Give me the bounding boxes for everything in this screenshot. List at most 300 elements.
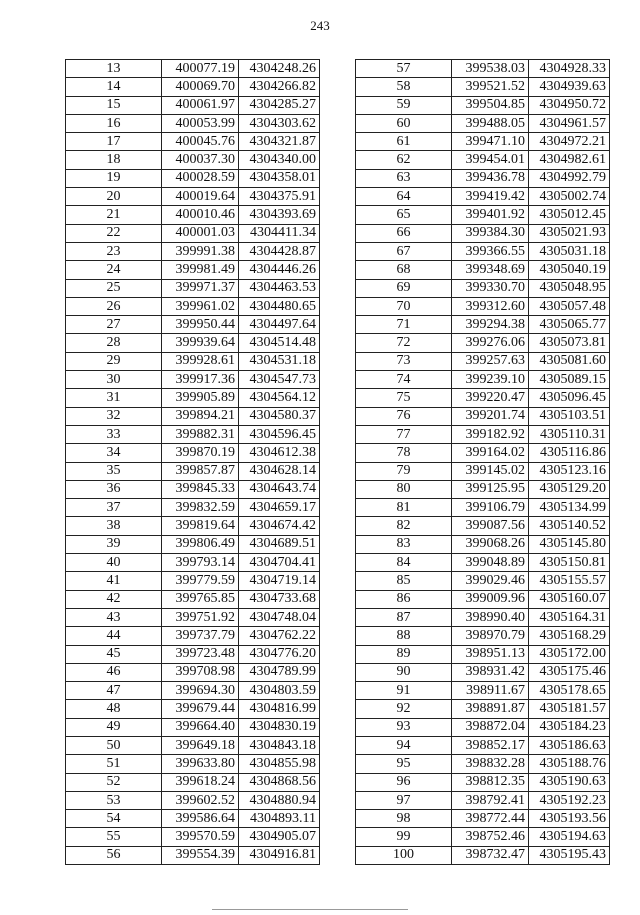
x-coordinate-cell: 399419.42 <box>452 188 529 206</box>
point-number-cell: 16 <box>66 114 162 132</box>
table-row <box>356 810 610 828</box>
x-coordinate-cell: 399679.44 <box>162 700 239 718</box>
y-coordinate-cell: 4305155.57 <box>529 572 610 590</box>
table-row <box>66 700 320 718</box>
y-coordinate-cell: 4305193.56 <box>529 810 610 828</box>
table-row <box>66 773 320 791</box>
x-coordinate-cell: 400028.59 <box>162 169 239 187</box>
table-row <box>356 224 610 242</box>
point-number-cell: 87 <box>356 608 452 626</box>
table-row <box>66 590 320 608</box>
point-number-cell: 45 <box>66 645 162 663</box>
x-coordinate-cell: 399009.96 <box>452 590 529 608</box>
y-coordinate-cell: 4304596.45 <box>239 425 320 443</box>
y-coordinate-cell: 4305150.81 <box>529 554 610 572</box>
y-coordinate-cell: 4304285.27 <box>239 96 320 114</box>
point-number-cell: 69 <box>356 279 452 297</box>
x-coordinate-cell: 399454.01 <box>452 151 529 169</box>
table-row <box>356 462 610 480</box>
point-number-cell: 88 <box>356 627 452 645</box>
table-row <box>356 627 610 645</box>
x-coordinate-cell: 399504.85 <box>452 96 529 114</box>
point-number-cell: 61 <box>356 133 452 151</box>
point-number-cell: 74 <box>356 371 452 389</box>
point-number-cell: 29 <box>66 352 162 370</box>
table-row <box>66 242 320 260</box>
x-coordinate-cell: 398832.28 <box>452 755 529 773</box>
y-coordinate-cell: 4305048.95 <box>529 279 610 297</box>
point-number-cell: 54 <box>66 810 162 828</box>
y-coordinate-cell: 4305186.63 <box>529 736 610 754</box>
point-number-cell: 93 <box>356 718 452 736</box>
point-number-cell: 17 <box>66 133 162 151</box>
y-coordinate-cell: 4304816.99 <box>239 700 320 718</box>
y-coordinate-cell: 4304719.14 <box>239 572 320 590</box>
table-row <box>66 554 320 572</box>
y-coordinate-cell: 4304266.82 <box>239 78 320 96</box>
table-row <box>66 444 320 462</box>
table-row <box>356 188 610 206</box>
y-coordinate-cell: 4305129.20 <box>529 480 610 498</box>
table-row <box>66 572 320 590</box>
point-number-cell: 53 <box>66 791 162 809</box>
table-row <box>66 389 320 407</box>
x-coordinate-cell: 398732.47 <box>452 846 529 864</box>
table-row <box>66 279 320 297</box>
point-number-cell: 38 <box>66 517 162 535</box>
point-number-cell: 21 <box>66 206 162 224</box>
x-coordinate-cell: 400045.76 <box>162 133 239 151</box>
point-number-cell: 78 <box>356 444 452 462</box>
point-number-cell: 25 <box>66 279 162 297</box>
y-coordinate-cell: 4304303.62 <box>239 114 320 132</box>
x-coordinate-cell: 399570.59 <box>162 828 239 846</box>
y-coordinate-cell: 4305040.19 <box>529 261 610 279</box>
table-row <box>356 663 610 681</box>
table-row <box>66 718 320 736</box>
y-coordinate-cell: 4304428.87 <box>239 242 320 260</box>
x-coordinate-cell: 399145.02 <box>452 462 529 480</box>
table-row <box>66 810 320 828</box>
x-coordinate-cell: 399436.78 <box>452 169 529 187</box>
y-coordinate-cell: 4305123.16 <box>529 462 610 480</box>
y-coordinate-cell: 4305073.81 <box>529 334 610 352</box>
y-coordinate-cell: 4304748.04 <box>239 608 320 626</box>
y-coordinate-cell: 4304612.38 <box>239 444 320 462</box>
point-number-cell: 58 <box>356 78 452 96</box>
table-row <box>356 206 610 224</box>
y-coordinate-cell: 4304961.57 <box>529 114 610 132</box>
table-row <box>66 517 320 535</box>
table-row <box>356 773 610 791</box>
x-coordinate-cell: 399894.21 <box>162 407 239 425</box>
table-row <box>356 389 610 407</box>
table-row <box>66 334 320 352</box>
point-number-cell: 26 <box>66 297 162 315</box>
table-row <box>66 828 320 846</box>
point-number-cell: 77 <box>356 425 452 443</box>
point-number-cell: 35 <box>66 462 162 480</box>
table-row <box>66 755 320 773</box>
x-coordinate-cell: 398951.13 <box>452 645 529 663</box>
point-number-cell: 92 <box>356 700 452 718</box>
y-coordinate-cell: 4304803.59 <box>239 682 320 700</box>
point-number-cell: 62 <box>356 151 452 169</box>
point-number-cell: 49 <box>66 718 162 736</box>
x-coordinate-cell: 399521.52 <box>452 78 529 96</box>
point-number-cell: 23 <box>66 242 162 260</box>
table-row <box>66 682 320 700</box>
point-number-cell: 40 <box>66 554 162 572</box>
x-coordinate-cell: 399602.52 <box>162 791 239 809</box>
table-row <box>356 169 610 187</box>
x-coordinate-cell: 399870.19 <box>162 444 239 462</box>
point-number-cell: 98 <box>356 810 452 828</box>
point-number-cell: 24 <box>66 261 162 279</box>
y-coordinate-cell: 4304674.42 <box>239 517 320 535</box>
point-number-cell: 13 <box>66 60 162 78</box>
y-coordinate-cell: 4305065.77 <box>529 316 610 334</box>
point-number-cell: 19 <box>66 169 162 187</box>
point-number-cell: 42 <box>66 590 162 608</box>
y-coordinate-cell: 4304393.69 <box>239 206 320 224</box>
point-number-cell: 50 <box>66 736 162 754</box>
y-coordinate-cell: 4305178.65 <box>529 682 610 700</box>
point-number-cell: 91 <box>356 682 452 700</box>
table-row <box>66 352 320 370</box>
point-number-cell: 85 <box>356 572 452 590</box>
point-number-cell: 36 <box>66 480 162 498</box>
table-row <box>66 114 320 132</box>
table-row <box>66 316 320 334</box>
table-row <box>356 352 610 370</box>
point-number-cell: 31 <box>66 389 162 407</box>
table-row <box>66 480 320 498</box>
coordinate-table-left-body <box>66 60 320 865</box>
point-number-cell: 34 <box>66 444 162 462</box>
y-coordinate-cell: 4305172.00 <box>529 645 610 663</box>
table-row <box>66 224 320 242</box>
point-number-cell: 80 <box>356 480 452 498</box>
point-number-cell: 86 <box>356 590 452 608</box>
table-row <box>356 791 610 809</box>
point-number-cell: 63 <box>356 169 452 187</box>
table-row <box>66 151 320 169</box>
table-row <box>66 663 320 681</box>
x-coordinate-cell: 399971.37 <box>162 279 239 297</box>
x-coordinate-cell: 399845.33 <box>162 480 239 498</box>
point-number-cell: 56 <box>66 846 162 864</box>
footer-divider <box>212 909 408 910</box>
point-number-cell: 30 <box>66 371 162 389</box>
y-coordinate-cell: 4304463.53 <box>239 279 320 297</box>
x-coordinate-cell: 399257.63 <box>452 352 529 370</box>
y-coordinate-cell: 4305081.60 <box>529 352 610 370</box>
y-coordinate-cell: 4305188.76 <box>529 755 610 773</box>
y-coordinate-cell: 4305031.18 <box>529 242 610 260</box>
table-row <box>66 60 320 78</box>
x-coordinate-cell: 399201.74 <box>452 407 529 425</box>
table-row <box>66 627 320 645</box>
x-coordinate-cell: 399664.40 <box>162 718 239 736</box>
point-number-cell: 33 <box>66 425 162 443</box>
table-row <box>356 499 610 517</box>
x-coordinate-cell: 399917.36 <box>162 371 239 389</box>
table-row <box>356 846 610 864</box>
x-coordinate-cell: 399220.47 <box>452 389 529 407</box>
x-coordinate-cell: 399819.64 <box>162 517 239 535</box>
y-coordinate-cell: 4305110.31 <box>529 425 610 443</box>
point-number-cell: 84 <box>356 554 452 572</box>
y-coordinate-cell: 4304880.94 <box>239 791 320 809</box>
point-number-cell: 48 <box>66 700 162 718</box>
y-coordinate-cell: 4305116.86 <box>529 444 610 462</box>
table-row <box>356 60 610 78</box>
point-number-cell: 37 <box>66 499 162 517</box>
point-number-cell: 44 <box>66 627 162 645</box>
x-coordinate-cell: 399029.46 <box>452 572 529 590</box>
point-number-cell: 32 <box>66 407 162 425</box>
x-coordinate-cell: 399068.26 <box>452 535 529 553</box>
table-row <box>356 133 610 151</box>
y-coordinate-cell: 4305145.80 <box>529 535 610 553</box>
y-coordinate-cell: 4305140.52 <box>529 517 610 535</box>
x-coordinate-cell: 398752.46 <box>452 828 529 846</box>
table-row <box>66 462 320 480</box>
x-coordinate-cell: 399586.64 <box>162 810 239 828</box>
coordinate-table-right-body <box>356 60 610 865</box>
y-coordinate-cell: 4304358.01 <box>239 169 320 187</box>
point-number-cell: 81 <box>356 499 452 517</box>
point-number-cell: 52 <box>66 773 162 791</box>
x-coordinate-cell: 399950.44 <box>162 316 239 334</box>
y-coordinate-cell: 4304982.61 <box>529 151 610 169</box>
table-row <box>66 371 320 389</box>
x-coordinate-cell: 399905.89 <box>162 389 239 407</box>
point-number-cell: 60 <box>356 114 452 132</box>
y-coordinate-cell: 4304893.11 <box>239 810 320 828</box>
point-number-cell: 39 <box>66 535 162 553</box>
x-coordinate-cell: 399182.92 <box>452 425 529 443</box>
y-coordinate-cell: 4304762.22 <box>239 627 320 645</box>
point-number-cell: 51 <box>66 755 162 773</box>
y-coordinate-cell: 4304868.56 <box>239 773 320 791</box>
point-number-cell: 82 <box>356 517 452 535</box>
y-coordinate-cell: 4304321.87 <box>239 133 320 151</box>
x-coordinate-cell: 398990.40 <box>452 608 529 626</box>
y-coordinate-cell: 4305175.46 <box>529 663 610 681</box>
x-coordinate-cell: 399708.98 <box>162 663 239 681</box>
y-coordinate-cell: 4305021.93 <box>529 224 610 242</box>
table-row <box>356 828 610 846</box>
point-number-cell: 22 <box>66 224 162 242</box>
x-coordinate-cell: 399538.03 <box>452 60 529 78</box>
y-coordinate-cell: 4304905.07 <box>239 828 320 846</box>
y-coordinate-cell: 4304972.21 <box>529 133 610 151</box>
y-coordinate-cell: 4304733.68 <box>239 590 320 608</box>
table-row <box>66 846 320 864</box>
x-coordinate-cell: 399330.70 <box>452 279 529 297</box>
point-number-cell: 64 <box>356 188 452 206</box>
x-coordinate-cell: 399384.30 <box>452 224 529 242</box>
point-number-cell: 96 <box>356 773 452 791</box>
coordinate-table-right <box>355 59 610 865</box>
x-coordinate-cell: 399939.64 <box>162 334 239 352</box>
x-coordinate-cell: 399981.49 <box>162 261 239 279</box>
point-number-cell: 66 <box>356 224 452 242</box>
y-coordinate-cell: 4304564.12 <box>239 389 320 407</box>
point-number-cell: 70 <box>356 297 452 315</box>
point-number-cell: 97 <box>356 791 452 809</box>
x-coordinate-cell: 399765.85 <box>162 590 239 608</box>
table-row <box>356 517 610 535</box>
y-coordinate-cell: 4305089.15 <box>529 371 610 389</box>
x-coordinate-cell: 399751.92 <box>162 608 239 626</box>
y-coordinate-cell: 4304628.14 <box>239 462 320 480</box>
point-number-cell: 79 <box>356 462 452 480</box>
x-coordinate-cell: 400019.64 <box>162 188 239 206</box>
x-coordinate-cell: 399779.59 <box>162 572 239 590</box>
table-row <box>356 736 610 754</box>
y-coordinate-cell: 4304446.26 <box>239 261 320 279</box>
point-number-cell: 55 <box>66 828 162 846</box>
table-row <box>66 78 320 96</box>
y-coordinate-cell: 4304992.79 <box>529 169 610 187</box>
y-coordinate-cell: 4305194.63 <box>529 828 610 846</box>
point-number-cell: 71 <box>356 316 452 334</box>
x-coordinate-cell: 399806.49 <box>162 535 239 553</box>
point-number-cell: 18 <box>66 151 162 169</box>
point-number-cell: 94 <box>356 736 452 754</box>
table-row <box>356 554 610 572</box>
table-row <box>356 261 610 279</box>
point-number-cell: 20 <box>66 188 162 206</box>
x-coordinate-cell: 399991.38 <box>162 242 239 260</box>
x-coordinate-cell: 399633.80 <box>162 755 239 773</box>
y-coordinate-cell: 4304855.98 <box>239 755 320 773</box>
x-coordinate-cell: 400053.99 <box>162 114 239 132</box>
x-coordinate-cell: 400069.70 <box>162 78 239 96</box>
y-coordinate-cell: 4304375.91 <box>239 188 320 206</box>
y-coordinate-cell: 4304789.99 <box>239 663 320 681</box>
table-row <box>356 96 610 114</box>
x-coordinate-cell: 398931.42 <box>452 663 529 681</box>
table-row <box>356 297 610 315</box>
x-coordinate-cell: 399366.55 <box>452 242 529 260</box>
table-row <box>356 151 610 169</box>
x-coordinate-cell: 399793.14 <box>162 554 239 572</box>
x-coordinate-cell: 399239.10 <box>452 371 529 389</box>
table-row <box>356 371 610 389</box>
point-number-cell: 90 <box>356 663 452 681</box>
x-coordinate-cell: 398812.35 <box>452 773 529 791</box>
y-coordinate-cell: 4305103.51 <box>529 407 610 425</box>
point-number-cell: 15 <box>66 96 162 114</box>
x-coordinate-cell: 399694.30 <box>162 682 239 700</box>
table-row <box>66 261 320 279</box>
table-row <box>356 407 610 425</box>
point-number-cell: 65 <box>356 206 452 224</box>
table-row <box>66 297 320 315</box>
x-coordinate-cell: 399125.95 <box>452 480 529 498</box>
point-number-cell: 68 <box>356 261 452 279</box>
table-row <box>356 279 610 297</box>
y-coordinate-cell: 4305012.45 <box>529 206 610 224</box>
point-number-cell: 99 <box>356 828 452 846</box>
table-row <box>356 316 610 334</box>
table-row <box>356 608 610 626</box>
y-coordinate-cell: 4304480.65 <box>239 297 320 315</box>
table-row <box>356 242 610 260</box>
table-row <box>66 407 320 425</box>
x-coordinate-cell: 399401.92 <box>452 206 529 224</box>
y-coordinate-cell: 4304939.63 <box>529 78 610 96</box>
point-number-cell: 72 <box>356 334 452 352</box>
table-row <box>356 425 610 443</box>
x-coordinate-cell: 399312.60 <box>452 297 529 315</box>
y-coordinate-cell: 4304704.41 <box>239 554 320 572</box>
x-coordinate-cell: 399961.02 <box>162 297 239 315</box>
table-row <box>356 334 610 352</box>
y-coordinate-cell: 4305057.48 <box>529 297 610 315</box>
table-row <box>356 535 610 553</box>
y-coordinate-cell: 4304830.19 <box>239 718 320 736</box>
page-number: 243 <box>310 18 330 33</box>
y-coordinate-cell: 4304916.81 <box>239 846 320 864</box>
x-coordinate-cell: 399618.24 <box>162 773 239 791</box>
x-coordinate-cell: 399294.38 <box>452 316 529 334</box>
point-number-cell: 41 <box>66 572 162 590</box>
y-coordinate-cell: 4305164.31 <box>529 608 610 626</box>
table-row <box>356 645 610 663</box>
table-row <box>66 608 320 626</box>
x-coordinate-cell: 399276.06 <box>452 334 529 352</box>
y-coordinate-cell: 4304531.18 <box>239 352 320 370</box>
point-number-cell: 75 <box>356 389 452 407</box>
table-row <box>66 169 320 187</box>
y-coordinate-cell: 4304643.74 <box>239 480 320 498</box>
point-number-cell: 47 <box>66 682 162 700</box>
point-number-cell: 46 <box>66 663 162 681</box>
x-coordinate-cell: 399471.10 <box>452 133 529 151</box>
x-coordinate-cell: 400010.46 <box>162 206 239 224</box>
table-row <box>356 444 610 462</box>
point-number-cell: 57 <box>356 60 452 78</box>
point-number-cell: 67 <box>356 242 452 260</box>
y-coordinate-cell: 4305160.07 <box>529 590 610 608</box>
table-row <box>66 425 320 443</box>
y-coordinate-cell: 4304497.64 <box>239 316 320 334</box>
x-coordinate-cell: 398911.67 <box>452 682 529 700</box>
table-row <box>356 78 610 96</box>
table-row <box>356 718 610 736</box>
table-row <box>356 572 610 590</box>
x-coordinate-cell: 398792.41 <box>452 791 529 809</box>
x-coordinate-cell: 398872.04 <box>452 718 529 736</box>
coordinate-table-left <box>65 59 320 865</box>
point-number-cell: 43 <box>66 608 162 626</box>
table-row <box>356 755 610 773</box>
x-coordinate-cell: 400037.30 <box>162 151 239 169</box>
x-coordinate-cell: 399723.48 <box>162 645 239 663</box>
y-coordinate-cell: 4304928.33 <box>529 60 610 78</box>
x-coordinate-cell: 398772.44 <box>452 810 529 828</box>
point-number-cell: 28 <box>66 334 162 352</box>
point-number-cell: 83 <box>356 535 452 553</box>
point-number-cell: 73 <box>356 352 452 370</box>
x-coordinate-cell: 399048.89 <box>452 554 529 572</box>
y-coordinate-cell: 4304514.48 <box>239 334 320 352</box>
